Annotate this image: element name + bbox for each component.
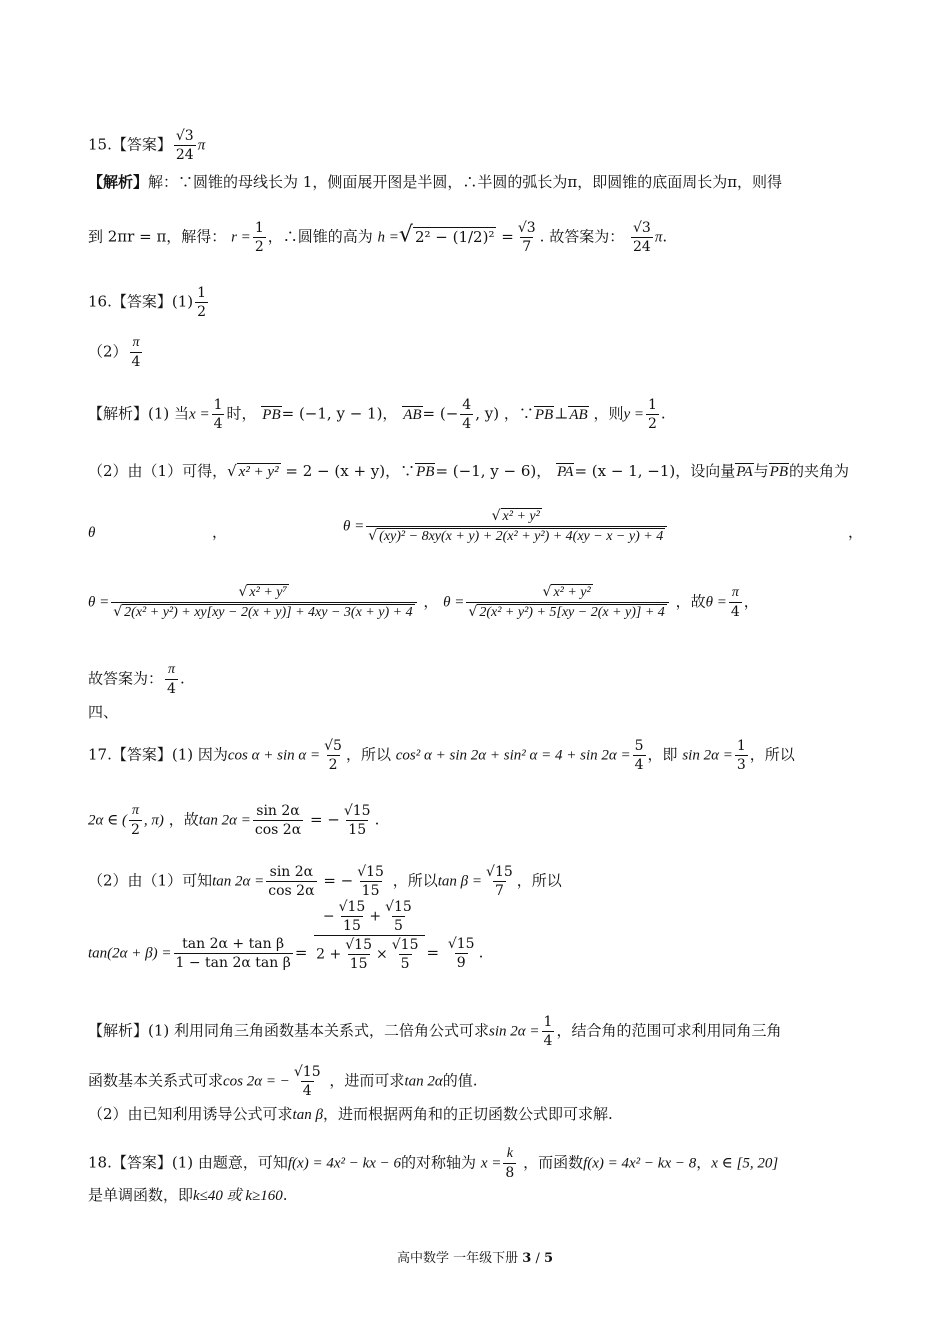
page-footer: 高中数学 一年级下册 3 / 5	[396, 1251, 554, 1266]
q17-answer-1: 17.【答案】(1) 因为cos α + sin α = $\frac{√5}{2}$ ，所以 cos² α + sin 2α + sin² α = 4 + sin 2α = $\frac{5}{4}$ ，即 sin 2α = $\frac{1}{3}$ ，所以	[88, 738, 795, 773]
q18-answer-1: 18.【答案】(1) 由题意，可知f(x) = 4x² − kx − 6的对称轴为 x = $\frac{k}{8}$ ，而函数f(x) = 4x² − kx − 8，x ∈ [5, 20]	[88, 1146, 779, 1181]
q17-analysis-3: （2）由已知利用诱导公式可求tan β，进而根据两角和的正切函数公式即可求解.	[88, 1105, 613, 1123]
q17-analysis-1: 【解析】(1) 利用同角三角函数基本关系式，二倍角公式可求sin 2α = $\frac{1}{4}$ ，结合角的范围可求利用同角三角	[88, 1014, 782, 1049]
q17-part2: （2）由（1）可知tan 2α = $\frac{\sin 2\alpha}{\cos 2\alpha}$ = − $\frac{√15}{15}$ ，所以tan β = $\frac{√15}{7}$ ，所以	[88, 864, 562, 899]
theta-formula-2: θ = $\frac{\text{√ x² + y⁷}}{\text{√ 2(x² + y²) + xy[xy − 2(x + y)] + 4xy − 3(x + y) + 4}}$ ， θ = $\frac{\text{√ x² + y²}}{\text{√ 2(x² + y²) + 5[xy − 2(x + y)] + 4}}$ ，故θ = $\frac{\pi}{4}$ ，	[88, 584, 759, 620]
q16-analysis-1: 【解析】(1) 当x = $\frac{1}{4}$ 时， PB= (−1, y − 1)， AB= (− $\frac{4}{4}$ , y) ，∵PB⊥AB ，则y = $\frac{1}{2}$ .	[88, 397, 666, 432]
q16-analysis-2: （2）由（1）可得，√ x² + y² = 2 − (x + y)，∵PB= (−1, y − 6)， PA= (x − 1, −1)，设向量PA与PB的夹角为	[88, 462, 849, 480]
theta-symbol: θ	[88, 525, 96, 541]
q17-compound-fraction: tan(2α + β) = $\frac{\text{tan 2α + tan β}}{\text{1 − tan 2α tan β}}$ = − $\frac{√15}{15}$ + $\frac{√15}{5}$ 2 + $\frac{√15}{15}$ × $\frac{√15}{5}$ = $\frac{√15}{9}$ .	[88, 899, 484, 972]
q17-answer-2: 2α ∈ ( $\frac{\pi}{2}$ , π) ，故tan 2α = $\frac{\sin 2\alpha}{\cos 2\alpha}$ = − $\frac{√15}{15}$ .	[88, 803, 380, 838]
q15-answer: 15.【答案】 $\frac{√3}{24}$ π	[88, 128, 206, 163]
section-four: 四、	[88, 703, 119, 721]
q16-answer-1: 16.【答案】(1) $\frac{1}{2}$	[88, 285, 207, 320]
theta-formula-1: θ = $\frac{\text{√ x² + y²}}{\text{√ (xy)² − 8xy(x + y) + 2(x² + y²) + 4(xy − x − y) + 4}}$	[343, 508, 669, 545]
q17-analysis-2: 函数基本关系式可求cos 2α = − $\frac{√15}{4}$ ，进而可求tan 2α的值.	[88, 1064, 478, 1099]
q15-analysis-line2: 到 2πr = π，解得： r = $\frac{1}{2}$ ，∴圆锥的高为 h =√ 2² − (1/2)² = $\frac{√3}{7}$ . 故答案为： $\frac{√3}{24}$ π.	[88, 220, 668, 255]
q15-analysis-line1: 【解析】解：∵圆锥的母线长为 1，侧面展开图是半圆，∴半圆的弧长为π，即圆锥的底面周长为π，则得	[88, 173, 783, 191]
q16-final: 故答案为： $\frac{\pi}{4}$ .	[88, 662, 185, 697]
q18-answer-2: 是单调函数，即k≤40 或 k≥160.	[88, 1186, 288, 1204]
fraction: $\frac{√3}{24}$	[175, 128, 194, 163]
q16-answer-2: （2） $\frac{\pi}{4}$	[88, 335, 141, 370]
